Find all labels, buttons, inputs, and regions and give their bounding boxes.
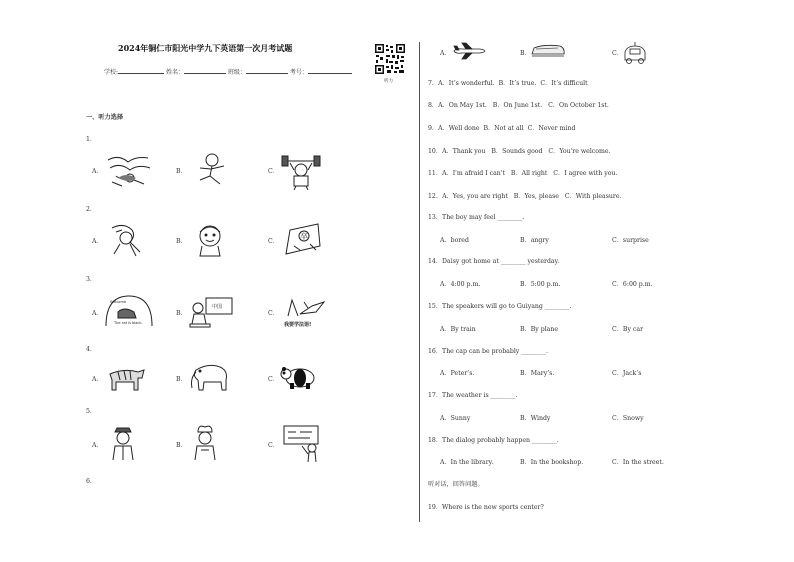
q18-opt-b[interactable]: B．In the bookshop. xyxy=(520,459,584,466)
q15-stem: 15．The speakers will go to Guiyang ________. xyxy=(428,303,572,310)
q3-option-c-letter: C． xyxy=(268,310,279,317)
q10-num: 10． xyxy=(428,148,443,155)
q4-b-image-elephant[interactable] xyxy=(188,360,232,392)
q9-num: 9． xyxy=(428,125,439,132)
svg-text:Welcome: Welcome xyxy=(110,300,127,304)
q8-row xyxy=(428,102,609,110)
q4-c-image-panda[interactable] xyxy=(280,364,316,390)
q13-opt-c[interactable]: C．surprise xyxy=(612,237,649,244)
q15-opt-a[interactable]: A．By train xyxy=(440,326,476,333)
q5-b-image-cook[interactable] xyxy=(190,424,220,462)
question-number-6: 6． xyxy=(86,478,97,485)
q10-opt-a[interactable]: A．Thank you xyxy=(442,148,486,155)
q9-opt-c[interactable]: C．Never mind xyxy=(527,125,576,132)
q4-option-b-letter: B． xyxy=(176,376,187,383)
q5-c-image-teacher[interactable] xyxy=(280,424,322,462)
q2-c-image-exam[interactable] xyxy=(282,220,324,260)
q5-option-b-letter: B． xyxy=(176,442,187,449)
name-label: 姓名： xyxy=(165,69,184,76)
q11-opt-c[interactable]: C．I agree with you. xyxy=(553,170,618,177)
q3-b-board-text: 中国 xyxy=(212,304,223,310)
q17-opt-b[interactable]: B．Windy xyxy=(520,415,551,422)
section-title: 一、听力选择 xyxy=(86,114,124,121)
q11-opt-b[interactable]: B．All right xyxy=(510,170,548,177)
q1-c-image-weightlifting[interactable] xyxy=(280,150,322,190)
id-label: 考号： xyxy=(289,69,308,76)
column-divider xyxy=(419,42,420,522)
q10-row xyxy=(428,148,611,156)
q3-a-image-cat-poster[interactable] xyxy=(104,294,154,328)
q12-opt-c[interactable]: C．With pleasure. xyxy=(564,193,622,200)
qr-caption: 听力 xyxy=(384,79,393,84)
q8-num: 8． xyxy=(428,102,439,109)
q18-opt-a[interactable]: A．In the library. xyxy=(440,459,494,466)
q5-option-a-letter: A． xyxy=(92,442,103,449)
q2-a-image-crying[interactable] xyxy=(106,222,146,258)
q14-stem: 14．Daisy got home at ________ yesterday. xyxy=(428,258,560,265)
q5-a-image-police[interactable] xyxy=(108,426,138,462)
q2-option-c-letter: C． xyxy=(268,238,279,245)
q3-option-a-letter: A． xyxy=(92,310,103,317)
q12-num: 12． xyxy=(428,193,443,200)
q8-opt-c[interactable]: C．On October 1st. xyxy=(548,102,609,109)
q16-opt-a[interactable]: A．Peter’s. xyxy=(440,370,475,377)
question-number-2: 2． xyxy=(86,206,97,213)
q3-a-poster-text: The cat is black. xyxy=(114,321,143,325)
q16-stem: 16．The cap can be probably ________. xyxy=(428,348,548,355)
q12-row xyxy=(428,193,622,201)
q17-opt-c[interactable]: C．Snowy xyxy=(612,415,644,422)
exam-title: 2024年铜仁市阳光中学九下英语第一次月考试题 xyxy=(118,43,293,53)
q16-opt-b[interactable]: B．Mary’s. xyxy=(520,370,555,377)
q14-opt-b[interactable]: B．5:00 p.m. xyxy=(520,281,561,288)
question-number-5: 5． xyxy=(86,408,97,415)
q12-opt-b[interactable]: B．Yes, please xyxy=(513,193,559,200)
school-label: 学校: xyxy=(104,69,119,76)
q6-c-image-car[interactable] xyxy=(622,40,648,66)
q1-a-image-swimming[interactable] xyxy=(104,152,154,188)
q7-opt-b[interactable]: B．It’s true. xyxy=(498,80,537,87)
qr-code-image[interactable] xyxy=(374,43,406,75)
q12-opt-a[interactable]: A．Yes, you are right xyxy=(442,193,508,200)
q4-option-a-letter: A． xyxy=(92,376,103,383)
q2-b-image-happy-girl[interactable] xyxy=(190,222,230,258)
q4-a-image-tiger[interactable] xyxy=(104,362,146,392)
q14-opt-a[interactable]: A．4:00 p.m. xyxy=(440,281,481,288)
q7-row xyxy=(428,80,588,88)
q14-opt-c[interactable]: C．6:00 p.m. xyxy=(612,281,653,288)
q11-opt-a[interactable]: A．I'm afraid I can't xyxy=(442,170,505,177)
q1-option-a-letter: A． xyxy=(92,168,103,175)
q18-stem: 18．The dialog probably happen ________. xyxy=(428,437,559,444)
q3-c-image-plane-french[interactable] xyxy=(282,294,328,330)
q17-stem: 17．The weather is ________. xyxy=(428,392,518,399)
q7-num: 7． xyxy=(428,80,439,87)
q7-opt-c[interactable]: C．It’s difficult xyxy=(540,80,588,87)
q6-option-a-letter: A． xyxy=(440,50,451,57)
q3-option-b-letter: B． xyxy=(176,310,187,317)
class-field[interactable] xyxy=(246,67,288,74)
q1-option-c-letter: C． xyxy=(268,168,279,175)
q10-opt-b[interactable]: B．Sounds good xyxy=(491,148,543,155)
question-number-1: 1． xyxy=(86,136,97,143)
id-field[interactable] xyxy=(308,67,352,74)
q6-a-image-plane[interactable] xyxy=(452,42,486,60)
question-number-4: 4． xyxy=(86,346,97,353)
q11-row xyxy=(428,170,617,178)
q4-option-c-letter: C． xyxy=(268,376,279,383)
q9-row xyxy=(428,125,575,133)
q8-opt-a[interactable]: A．On May 1st. xyxy=(438,102,487,109)
q13-opt-b[interactable]: B．angry xyxy=(520,237,549,244)
q11-num: 11． xyxy=(428,170,443,177)
info-line xyxy=(104,67,352,77)
q19-stem: 19．Where is the new sports center? xyxy=(428,504,544,511)
q10-opt-c[interactable]: C．You're welcome. xyxy=(548,148,611,155)
name-field[interactable] xyxy=(184,67,226,74)
q13-stem: 13．The boy may feel ________. xyxy=(428,214,525,221)
q6-b-image-train[interactable] xyxy=(530,42,566,58)
q8-opt-b[interactable]: B．On June 1st. xyxy=(492,102,543,109)
q18-opt-c[interactable]: C．In the street. xyxy=(612,459,664,466)
listening-instruction: 听对话，回答问题。 xyxy=(428,481,484,488)
q16-opt-c[interactable]: C．Jack’s xyxy=(612,370,642,377)
q1-b-image-running[interactable] xyxy=(192,152,232,188)
school-field[interactable] xyxy=(118,67,164,74)
q17-opt-a[interactable]: A．Sunny xyxy=(440,415,471,422)
q3-b-image-teacher-board[interactable] xyxy=(188,294,236,328)
q2-option-a-letter: A． xyxy=(92,238,103,245)
q6-option-b-letter: B． xyxy=(520,50,531,57)
q3-c-caption: 我要学法语! xyxy=(284,322,312,328)
q1-option-b-letter: B． xyxy=(176,168,187,175)
q6-option-c-letter: C． xyxy=(612,50,623,57)
q2-option-b-letter: B． xyxy=(176,238,187,245)
q9-opt-a[interactable]: A．Well done xyxy=(438,125,480,132)
class-label: 班级： xyxy=(227,69,246,76)
svg-text:卒: 卒 xyxy=(300,232,308,241)
q5-option-c-letter: C． xyxy=(268,442,279,449)
question-number-3: 3． xyxy=(86,276,97,283)
q7-opt-a[interactable]: A．It’s wonderful. xyxy=(438,80,495,87)
q13-opt-a[interactable]: A．bored xyxy=(440,237,469,244)
q15-opt-b[interactable]: B．By plane xyxy=(520,326,559,333)
q15-opt-c[interactable]: C．By car xyxy=(612,326,644,333)
q9-opt-b[interactable]: B．Not at all xyxy=(483,125,524,132)
